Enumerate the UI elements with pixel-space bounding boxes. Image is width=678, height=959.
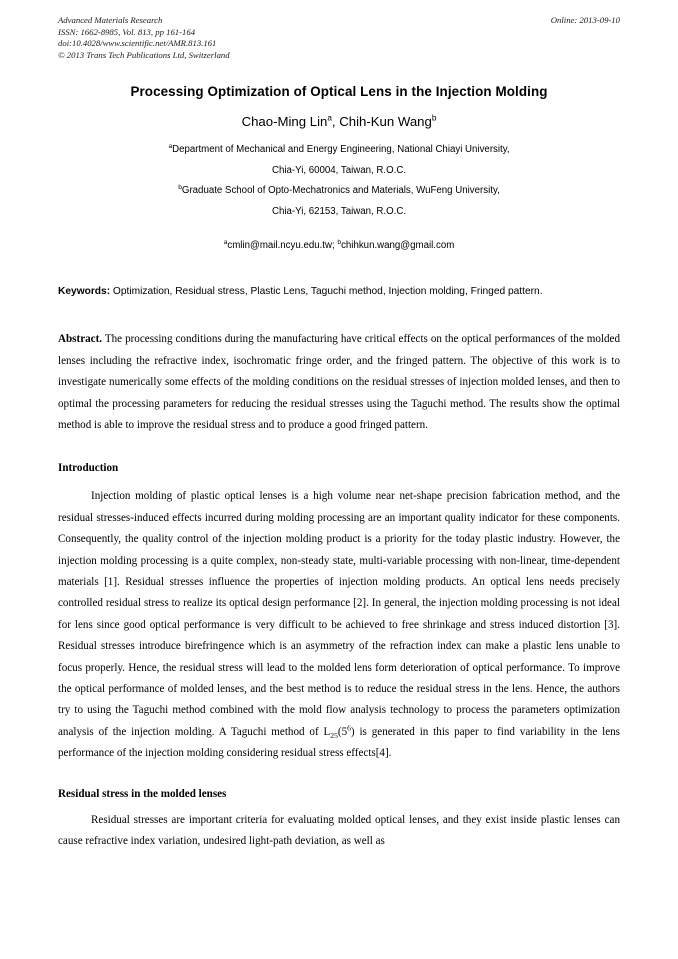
issn-volume-pages: ISSN: 1662-8985, Vol. 813, pp 161-164 bbox=[58, 26, 196, 37]
section-heading-residual-stress: Residual stress in the molded lenses bbox=[58, 787, 227, 800]
author-affiliation-marker-1: a bbox=[327, 113, 332, 123]
section-heading-introduction: Introduction bbox=[58, 462, 119, 475]
affiliation-2-line-1 bbox=[58, 181, 620, 202]
abstract-label: Abstract. bbox=[58, 333, 103, 346]
publication-identifiers bbox=[58, 15, 230, 61]
keywords-text: Optimization, Residual stress, Plastic Lens, Taguchi method, Injection molding, Fringed pattern. bbox=[110, 286, 543, 298]
affiliation-2-text: Graduate School of Opto-Mechatronics and Materials, WuFeng University, bbox=[181, 185, 500, 197]
taguchi-array-subscript: 25 bbox=[330, 731, 338, 741]
copyright-line: © 2013 Trans Tech Publications Ltd, Switzerland bbox=[58, 49, 230, 60]
publication-header bbox=[58, 0, 620, 61]
author-separator: , bbox=[331, 114, 340, 130]
email-marker-a: a bbox=[223, 239, 228, 247]
keywords-block bbox=[58, 281, 620, 302]
introduction-text-part-2: ) is generated in this paper to find variability in the lens performance of the injection molding considering residual stress effects[4]. bbox=[58, 725, 620, 760]
keywords-label: Keywords: bbox=[58, 286, 111, 298]
author-emails bbox=[58, 239, 620, 253]
author-name-1: Chao-Ming Lin bbox=[241, 114, 328, 130]
publication-header-top-row bbox=[58, 15, 620, 61]
page-content-column bbox=[58, 0, 620, 864]
affiliation-list bbox=[58, 140, 620, 222]
paper-title: Processing Optimization of Optical Lens in the Injection Molding bbox=[130, 84, 548, 100]
affiliation-1-line-2: Chia-Yi, 60004, Taiwan, R.O.C. bbox=[271, 164, 407, 176]
abstract-block bbox=[58, 329, 620, 436]
abstract-text: The processing conditions during the manufacturing have critical effects on the optical performances of the molded lenses including the refractive index, isochromatic fringe order, and the fringed pattern. The objective of this work is to investigate numerically some effects of the molding conditions on the residual stresses of injection molded lenses, and then to optimal the processing parameters for reducing the residual stresses using the Taguchi method. The results show the optimal method is able to improve the residual stress and to produce a good fringed pattern. bbox=[58, 333, 620, 431]
affiliation-1-text: Department of Mechanical and Energy Engineering, National Chiayi University, bbox=[172, 144, 510, 156]
taguchi-array-superscript: 6 bbox=[347, 723, 351, 733]
taguchi-array-mid: (5 bbox=[337, 725, 348, 738]
email-address-1[interactable]: cmlin@mail.ncyu.edu.tw; bbox=[227, 240, 335, 252]
author-name-2: Chih-Kun Wang bbox=[339, 114, 432, 130]
residual-stress-paragraph: Residual stresses are important criteria for evaluating molded optical lenses, and they exist inside plastic lenses can cause refractive index variation, undesired light-path deviation, as well as bbox=[58, 813, 620, 848]
author-affiliation-marker-2: b bbox=[431, 113, 437, 123]
email-address-2[interactable]: chihkun.wang@gmail.com bbox=[341, 240, 455, 252]
introduction-paragraph bbox=[58, 486, 620, 764]
author-list bbox=[58, 113, 620, 130]
email-marker-b: b bbox=[337, 239, 342, 247]
doi-line: doi:10.4028/www.scientific.net/AMR.813.161 bbox=[58, 38, 217, 49]
affiliation-marker-b: b bbox=[178, 184, 182, 192]
affiliation-1-line-1 bbox=[58, 140, 620, 161]
affiliation-marker-a: a bbox=[168, 143, 173, 151]
affiliation-2-line-2: Chia-Yi, 62153, Taiwan, R.O.C. bbox=[271, 205, 407, 217]
journal-name: Advanced Materials Research bbox=[58, 15, 163, 25]
introduction-text-part-1: Injection molding of plastic optical lenses is a high volume near net-shape precision fabrication method, and the residual stresses-induced effects incurred during molding processing are an important quality indicator for these components. Consequently, the quality control of the injection molding product is a priority for the today plastic industry. However, the injection molding processing is a quite complex, non-steady state, multi-variable processing with non-linear, time-dependent materials [1]. Residual stresses influence the properties of injection molding products. An optical lens needs precisely controlled residual stress to realize its optical design performance [2]. In general, the injection molding processing is not ideal for lens since good optical performance is very difficult to be achieved to free shrinkage and stress induced distortion [3]. Residual stresses introduce birefringence which is an asymmetry of the refraction index can make a plastic lens unable to focus properly. Hence, the residual stress will lead to the molded lens form deterioration of optical performance. To improve the optical performance of molded lenses, and the best method is to reduce the residual stress in the lens. Hence, the authors try to using the Taguchi method combined with the mold flow analysis technology to process the parameters optimization analysis of the injection molding. A Taguchi method of L bbox=[58, 490, 620, 738]
online-publication-date: Online: 2013-09-10 bbox=[550, 15, 620, 25]
